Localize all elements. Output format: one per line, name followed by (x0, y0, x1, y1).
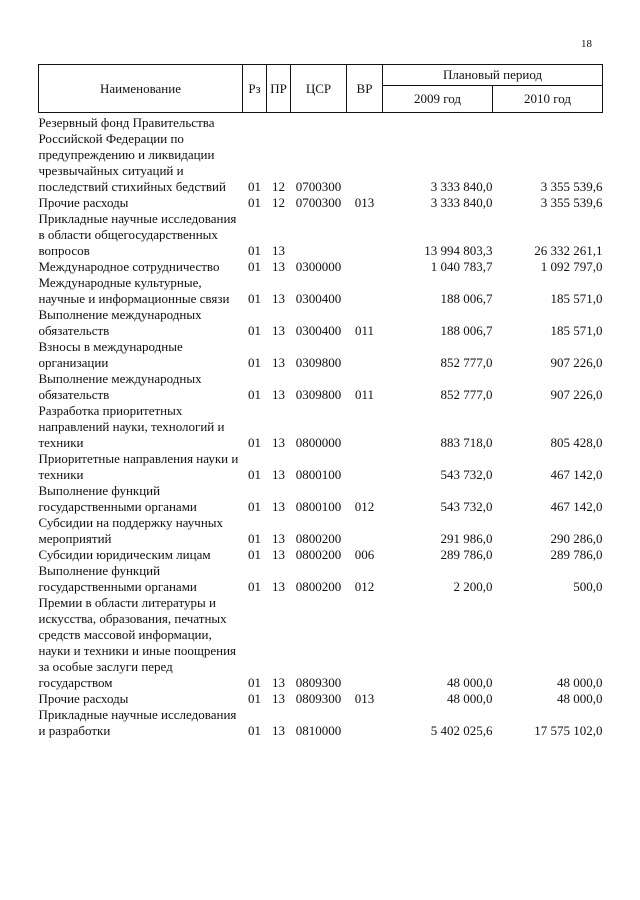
row-rz: 01 (248, 323, 261, 338)
row-name: Субсидии юридическим лицам (38, 547, 211, 562)
row-rz: 01 (248, 675, 261, 690)
row-2009: 188 006,7 (440, 291, 493, 306)
row-rz: 01 (248, 243, 261, 258)
row-pr: 13 (272, 723, 285, 738)
row-rz: 01 (248, 579, 261, 594)
row-2009: 1 040 783,7 (430, 259, 493, 274)
row-pr: 12 (272, 179, 285, 194)
row-2010: 3 355 539,6 (540, 195, 603, 210)
row-2009: 3 333 840,0 (430, 179, 493, 194)
row-2009: 5 402 025,6 (430, 723, 493, 738)
row-csr: 0809300 (295, 675, 342, 690)
row-rz: 01 (248, 179, 261, 194)
row-csr: 0700300 (295, 195, 342, 210)
table-header (39, 65, 603, 113)
row-2009: 852 777,0 (440, 387, 493, 402)
row-2009: 2 200,0 (453, 579, 493, 594)
row-2010: 26 332 261,1 (534, 243, 603, 258)
row-2010: 290 286,0 (550, 531, 603, 546)
row-2010: 185 571,0 (550, 323, 603, 338)
header-year-2010: 2010 год (493, 86, 603, 113)
row-2010: 185 571,0 (550, 291, 603, 306)
row-name: Приоритетные направления науки и техники (38, 451, 239, 482)
row-name: Прочие расходы (38, 195, 129, 210)
row-csr: 0700300 (295, 179, 342, 194)
row-vr (347, 339, 383, 371)
row-vr (347, 403, 383, 451)
row-name: Международные культурные, научные и информационные связи (38, 275, 230, 306)
row-vr: 011 (354, 323, 375, 338)
table-row (39, 195, 603, 211)
row-rz: 01 (248, 467, 261, 482)
row-pr: 13 (272, 691, 285, 706)
row-2009: 3 333 840,0 (430, 195, 493, 210)
row-2009: 289 786,0 (440, 547, 493, 562)
row-vr: 006 (354, 547, 375, 562)
row-2009: 883 718,0 (440, 435, 493, 450)
row-pr: 13 (272, 435, 285, 450)
row-pr: 13 (272, 579, 285, 594)
table-row (39, 307, 603, 339)
row-csr: 0800100 (295, 467, 342, 482)
row-pr: 13 (272, 291, 285, 306)
row-name: Выполнение функций государственными органами (38, 563, 197, 594)
table-row (39, 339, 603, 371)
row-vr (347, 113, 383, 196)
row-name: Разработка приоритетных направлений науки, технологий и техники (38, 403, 225, 450)
row-name: Прочие расходы (38, 691, 129, 706)
page-number: 18 (581, 38, 592, 50)
row-rz: 01 (248, 195, 261, 210)
row-pr: 13 (272, 387, 285, 402)
row-pr: 13 (272, 467, 285, 482)
header-year-2009: 2009 год (383, 86, 493, 113)
row-vr: 012 (354, 579, 375, 594)
row-pr: 13 (272, 259, 285, 274)
budget-table (38, 64, 603, 739)
row-csr: 0800200 (295, 547, 342, 562)
row-name: Выполнение международных обязательств (38, 371, 202, 402)
row-2009: 48 000,0 (447, 675, 493, 690)
row-name: Резервный фонд Правительства Российской Федерации по предупреждению и ликвидации чрезвычайных ситуаций и последствий стихийных бедствий (38, 115, 226, 194)
row-name: Выполнение функций государственными органами (38, 483, 197, 514)
row-rz: 01 (248, 435, 261, 450)
row-rz: 01 (248, 691, 261, 706)
table-row (39, 259, 603, 275)
row-vr (347, 595, 383, 691)
row-2009: 543 732,0 (440, 499, 493, 514)
row-vr: 013 (354, 195, 375, 210)
row-rz: 01 (248, 387, 261, 402)
table-row (39, 547, 603, 563)
row-2010: 500,0 (573, 579, 603, 594)
row-2010: 17 575 102,0 (534, 723, 603, 738)
row-name: Прикладные научные исследования в области общегосударственных вопросов (38, 211, 237, 258)
header-vr: ВР (347, 65, 383, 113)
table-row (39, 275, 603, 307)
row-pr: 13 (272, 243, 285, 258)
row-2010: 289 786,0 (550, 547, 603, 562)
table-row (39, 451, 603, 483)
row-2010: 48 000,0 (557, 691, 603, 706)
row-pr: 12 (272, 195, 285, 210)
table-row (39, 595, 603, 691)
row-csr: 0800200 (295, 579, 342, 594)
row-pr: 13 (272, 547, 285, 562)
row-2009: 852 777,0 (440, 355, 493, 370)
row-vr (347, 275, 383, 307)
table-row (39, 371, 603, 403)
row-pr: 13 (272, 355, 285, 370)
row-vr: 012 (354, 499, 375, 514)
row-name: Субсидии на поддержку научных мероприятий (38, 515, 224, 546)
table-row (39, 113, 603, 196)
row-rz: 01 (248, 723, 261, 738)
row-2010: 907 226,0 (550, 387, 603, 402)
row-rz: 01 (248, 355, 261, 370)
row-csr: 0309800 (295, 355, 342, 370)
table-row (39, 483, 603, 515)
row-2009: 13 994 803,3 (424, 243, 493, 258)
row-pr: 13 (272, 323, 285, 338)
table-row (39, 211, 603, 259)
row-vr: 011 (354, 387, 375, 402)
row-2010: 467 142,0 (550, 467, 603, 482)
row-csr: 0300400 (295, 323, 342, 338)
row-csr: 0810000 (295, 723, 342, 738)
row-rz: 01 (248, 499, 261, 514)
row-vr: 013 (354, 691, 375, 706)
row-csr: 0800100 (295, 499, 342, 514)
header-csr: ЦСР (291, 65, 347, 113)
row-vr (347, 707, 383, 739)
row-2010: 48 000,0 (557, 675, 603, 690)
row-2010: 467 142,0 (550, 499, 603, 514)
row-csr (291, 211, 347, 259)
row-2009: 543 732,0 (440, 467, 493, 482)
row-name: Прикладные научные исследования и разработки (38, 707, 237, 738)
row-csr: 0809300 (295, 691, 342, 706)
table-row (39, 563, 603, 595)
row-vr (347, 211, 383, 259)
row-2009: 291 986,0 (440, 531, 493, 546)
row-csr: 0309800 (295, 387, 342, 402)
row-pr: 13 (272, 499, 285, 514)
row-name: Взносы в международные организации (38, 339, 183, 370)
row-vr (347, 259, 383, 275)
table-row (39, 403, 603, 451)
row-csr: 0300400 (295, 291, 342, 306)
row-name: Международное сотрудничество (38, 259, 220, 274)
row-vr (347, 515, 383, 547)
row-rz: 01 (248, 291, 261, 306)
row-2009: 48 000,0 (447, 691, 493, 706)
row-name: Выполнение международных обязательств (38, 307, 202, 338)
table-row (39, 515, 603, 547)
header-rz: Рз (243, 65, 267, 113)
row-rz: 01 (248, 531, 261, 546)
row-pr: 13 (272, 675, 285, 690)
table-row (39, 707, 603, 739)
row-pr: 13 (272, 531, 285, 546)
header-name: Наименование (39, 65, 243, 113)
row-rz: 01 (248, 259, 261, 274)
row-2010: 805 428,0 (550, 435, 603, 450)
row-vr (347, 451, 383, 483)
row-2009: 188 006,7 (440, 323, 493, 338)
row-name: Премии в области литературы и искусства, образования, печатных средств массовой информации, науки и техники и иные поощрения за особые заслуги перед государством (38, 595, 237, 690)
row-csr: 0800000 (295, 435, 342, 450)
row-rz: 01 (248, 547, 261, 562)
row-2010: 3 355 539,6 (540, 179, 603, 194)
header-pr: ПР (267, 65, 291, 113)
row-2010: 1 092 797,0 (540, 259, 603, 274)
header-planned-period: Плановый период (383, 65, 603, 86)
row-csr: 0300000 (295, 259, 342, 274)
row-2010: 907 226,0 (550, 355, 603, 370)
row-csr: 0800200 (295, 531, 342, 546)
table-row (39, 691, 603, 707)
